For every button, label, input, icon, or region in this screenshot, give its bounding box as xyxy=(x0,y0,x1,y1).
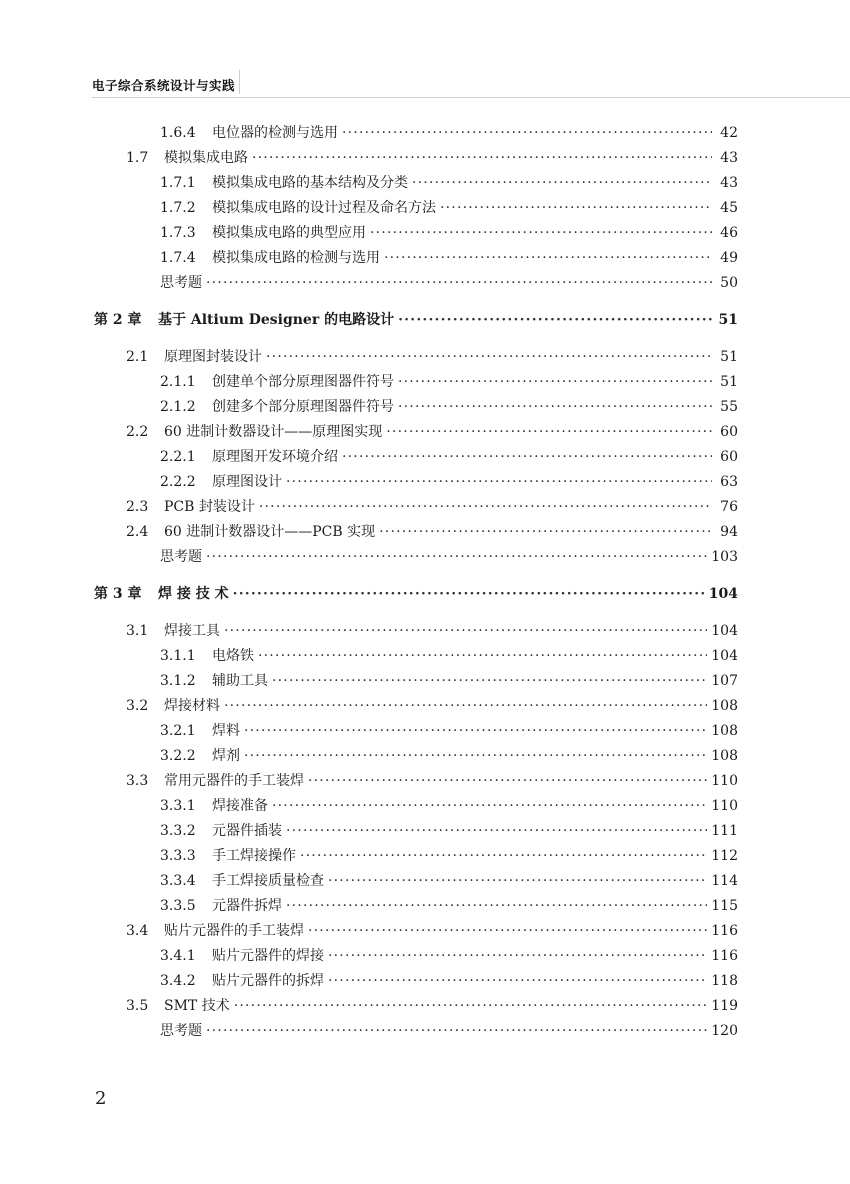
toc-section-entry[interactable] xyxy=(0,420,850,445)
toc-subsection-entry[interactable] xyxy=(0,794,850,819)
toc-entry-page: 60 xyxy=(720,424,738,440)
toc-subsection-entry[interactable] xyxy=(0,894,850,919)
running-header xyxy=(92,68,850,98)
toc-subsection-entry[interactable] xyxy=(0,271,850,296)
toc-entry-title: 元器件插装 xyxy=(212,823,282,839)
toc-entry-title: 思考题 xyxy=(160,1023,202,1039)
toc-subsection-entry[interactable] xyxy=(0,470,850,495)
toc-subsection-entry[interactable] xyxy=(0,445,850,470)
toc-entry-page: 111 xyxy=(711,823,738,839)
toc-leader-dots xyxy=(384,246,712,271)
toc-subsection-entry[interactable] xyxy=(0,944,850,969)
toc-entry-page: 114 xyxy=(711,873,738,889)
toc-subsection-entry[interactable] xyxy=(0,669,850,694)
toc-entry-page: 112 xyxy=(711,848,738,864)
toc-leader-dots xyxy=(286,819,707,844)
toc-section-entry[interactable] xyxy=(0,694,850,719)
toc-subsection-entry[interactable] xyxy=(0,644,850,669)
toc-entry-title: 模拟集成电路 xyxy=(164,150,248,166)
toc-entry-page: 51 xyxy=(720,374,738,390)
toc-entry-page: 63 xyxy=(720,474,738,490)
toc-leader-dots xyxy=(308,769,707,794)
toc-entry-page: 76 xyxy=(720,499,738,515)
toc-leader-dots xyxy=(258,644,707,669)
toc-entry-page: 118 xyxy=(711,973,738,989)
toc-entry-number: 3.3.2 xyxy=(160,823,196,839)
toc-section-entry[interactable] xyxy=(0,769,850,794)
toc-leader-dots xyxy=(398,395,712,420)
toc-subsection-entry[interactable] xyxy=(0,869,850,894)
toc-entry-number: 2.2.2 xyxy=(160,474,196,490)
toc-entry-number: 3.3.3 xyxy=(160,848,196,864)
toc-subsection-entry[interactable] xyxy=(0,819,850,844)
toc-leader-dots xyxy=(252,146,712,171)
toc-entry-number: 3.4.1 xyxy=(160,948,196,964)
toc-entry-number: 3.1 xyxy=(126,623,149,639)
toc-entry-title: 模拟集成电路的检测与选用 xyxy=(212,250,380,266)
toc-leader-dots xyxy=(259,495,712,520)
toc-entry-page: 120 xyxy=(711,1023,738,1039)
toc-subsection-entry[interactable] xyxy=(0,246,850,271)
toc-entry-number: 2.3 xyxy=(126,499,149,515)
toc-entry-title: 手工焊接质量检查 xyxy=(212,873,324,889)
toc-entry-page: 45 xyxy=(720,200,738,216)
toc-entry-title: 元器件拆焊 xyxy=(212,898,282,914)
toc-leader-dots xyxy=(440,196,712,221)
toc-entry-page: 116 xyxy=(711,923,738,939)
toc-entry-title: 原理图设计 xyxy=(212,474,282,490)
toc-subsection-entry[interactable] xyxy=(0,744,850,769)
toc-chapter-entry[interactable] xyxy=(0,308,850,333)
toc-entry-title: 焊料 xyxy=(212,723,240,739)
toc-entry-page: 104 xyxy=(711,623,738,639)
toc-entry-title: 模拟集成电路的典型应用 xyxy=(212,225,366,241)
toc-entry-number: 3.5 xyxy=(126,998,149,1014)
toc-leader-dots xyxy=(342,445,712,470)
toc-entry-title: 焊 接 技 术 xyxy=(158,586,229,602)
toc-entry-number: 3.3.5 xyxy=(160,898,196,914)
toc-subsection-entry[interactable] xyxy=(0,196,850,221)
toc-entry-page: 104 xyxy=(708,586,738,602)
toc-entry-title: 贴片元器件的焊接 xyxy=(212,948,324,964)
toc-entry-title: PCB 封装设计 xyxy=(164,499,255,515)
toc-leader-dots xyxy=(342,121,712,146)
toc-leader-dots xyxy=(386,420,712,445)
toc-entry-number: 2.1.2 xyxy=(160,399,196,415)
toc-leader-dots xyxy=(412,171,712,196)
toc-section-entry[interactable] xyxy=(0,619,850,644)
toc-entry-title: 基于 Altium Designer 的电路设计 xyxy=(158,312,395,328)
toc-leader-dots xyxy=(370,221,712,246)
toc-leader-dots xyxy=(224,619,707,644)
toc-entry-title: 模拟集成电路的设计过程及命名方法 xyxy=(212,200,436,216)
toc-subsection-entry[interactable] xyxy=(0,121,850,146)
toc-leader-dots xyxy=(266,345,712,370)
toc-entry-page: 43 xyxy=(720,175,738,191)
toc-entry-title: 60 进制计数器设计——原理图实现 xyxy=(164,424,383,440)
toc-section-entry[interactable] xyxy=(0,146,850,171)
toc-entry-number: 2.1 xyxy=(126,349,149,365)
toc-subsection-entry[interactable] xyxy=(0,171,850,196)
toc-entry-number: 3.2.1 xyxy=(160,723,196,739)
toc-entry-number: 3.3.4 xyxy=(160,873,196,889)
toc-entry-title: 原理图开发环境介绍 xyxy=(212,449,338,465)
toc-leader-dots xyxy=(398,370,712,395)
toc-entry-title: SMT 技术 xyxy=(164,998,230,1014)
toc-entry-number: 1.6.4 xyxy=(160,125,196,141)
toc-entry-title: 模拟集成电路的基本结构及分类 xyxy=(212,175,408,191)
toc-entry-number: 1.7.2 xyxy=(160,200,196,216)
toc-entry-number: 3.2 xyxy=(126,698,149,714)
toc-entry-page: 104 xyxy=(711,648,738,664)
toc-entry-number: 3.3.1 xyxy=(160,798,196,814)
toc-entry-number: 第 2 章 xyxy=(94,312,142,328)
toc-entry-title: 常用元器件的手工装焊 xyxy=(164,773,304,789)
toc-leader-dots xyxy=(233,582,705,607)
toc-entry-number: 1.7.4 xyxy=(160,250,196,266)
toc-leader-dots xyxy=(234,994,708,1019)
toc-entry-number: 2.2.1 xyxy=(160,449,196,465)
toc-entry-page: 50 xyxy=(720,275,738,291)
toc-section-entry[interactable] xyxy=(0,520,850,545)
toc-entry-page: 116 xyxy=(711,948,738,964)
toc-entry-page: 51 xyxy=(720,349,738,365)
toc-leader-dots xyxy=(379,520,712,545)
toc-entry-title: 焊接准备 xyxy=(212,798,268,814)
toc-entry-title: 焊剂 xyxy=(212,748,240,764)
toc-leader-dots xyxy=(300,844,707,869)
toc-entry-title: 思考题 xyxy=(160,549,202,565)
toc-entry-number: 3.2.2 xyxy=(160,748,196,764)
toc-entry-title: 思考题 xyxy=(160,275,202,291)
toc-chapter-entry[interactable] xyxy=(0,582,850,607)
toc-entry-number: 3.4 xyxy=(126,923,149,939)
toc-entry-title: 贴片元器件的手工装焊 xyxy=(164,923,304,939)
toc-leader-dots xyxy=(224,694,707,719)
page-number: 2 xyxy=(95,1088,107,1109)
toc-entry-title: 焊接材料 xyxy=(164,698,220,714)
toc-subsection-entry[interactable] xyxy=(0,969,850,994)
toc-section-entry[interactable] xyxy=(0,495,850,520)
header-rule xyxy=(92,97,850,98)
toc-leader-dots xyxy=(206,271,712,296)
toc-leader-dots xyxy=(206,1019,707,1044)
toc-entry-number: 3.4.2 xyxy=(160,973,196,989)
toc-leader-dots xyxy=(272,794,707,819)
toc-subsection-entry[interactable] xyxy=(0,370,850,395)
book-title: 电子综合系统设计与实践 xyxy=(92,78,236,93)
toc-entry-number: 3.3 xyxy=(126,773,149,789)
toc-subsection-entry[interactable] xyxy=(0,395,850,420)
toc-entry-page: 108 xyxy=(711,698,738,714)
toc-entry-title: 电烙铁 xyxy=(212,648,254,664)
toc-section-entry[interactable] xyxy=(0,919,850,944)
toc-entry-number: 2.4 xyxy=(126,524,149,540)
toc-entry-number: 2.2 xyxy=(126,424,149,440)
toc-section-entry[interactable] xyxy=(0,994,850,1019)
toc-leader-dots xyxy=(308,919,707,944)
toc-leader-dots xyxy=(328,944,707,969)
toc-entry-page: 60 xyxy=(720,449,738,465)
toc-leader-dots xyxy=(206,545,707,570)
toc-entry-page: 46 xyxy=(720,225,738,241)
toc-entry-title: 焊接工具 xyxy=(164,623,220,639)
toc-entry-page: 94 xyxy=(720,524,738,540)
toc-subsection-entry[interactable] xyxy=(0,719,850,744)
toc-leader-dots xyxy=(244,719,707,744)
toc-entry-page: 43 xyxy=(720,150,738,166)
toc-section-entry[interactable] xyxy=(0,345,850,370)
toc-leader-dots xyxy=(272,669,707,694)
toc-entry-page: 108 xyxy=(711,748,738,764)
toc-entry-page: 55 xyxy=(720,399,738,415)
toc-entry-page: 49 xyxy=(720,250,738,266)
toc-leader-dots xyxy=(286,894,707,919)
toc-entry-number: 第 3 章 xyxy=(94,586,142,602)
toc-subsection-entry[interactable] xyxy=(0,1019,850,1044)
toc-entry-title: 辅助工具 xyxy=(212,673,268,689)
toc-entry-page: 42 xyxy=(720,125,738,141)
toc-entry-page: 115 xyxy=(711,898,738,914)
toc-entry-title: 60 进制计数器设计——PCB 实现 xyxy=(164,524,376,540)
toc-subsection-entry[interactable] xyxy=(0,221,850,246)
toc-entry-page: 51 xyxy=(718,312,738,328)
toc-entry-title: 创建单个部分原理图器件符号 xyxy=(212,374,394,390)
toc-entry-title: 贴片元器件的拆焊 xyxy=(212,973,324,989)
toc-entry-number: 3.1.2 xyxy=(160,673,196,689)
toc-leader-dots xyxy=(244,744,707,769)
toc-leader-dots xyxy=(328,869,707,894)
toc-leader-dots xyxy=(286,470,712,495)
toc-entry-number: 1.7.3 xyxy=(160,225,196,241)
header-divider-tick xyxy=(239,70,240,94)
toc-subsection-entry[interactable] xyxy=(0,844,850,869)
toc-entry-title: 原理图封装设计 xyxy=(164,349,262,365)
toc-entry-page: 107 xyxy=(711,673,738,689)
toc-entry-title: 手工焊接操作 xyxy=(212,848,296,864)
toc-entry-page: 110 xyxy=(711,773,738,789)
toc-entry-page: 103 xyxy=(711,549,738,565)
toc-entry-number: 2.1.1 xyxy=(160,374,196,390)
toc-entry-page: 119 xyxy=(711,998,738,1014)
toc-entry-number: 1.7 xyxy=(126,150,149,166)
toc-entry-page: 110 xyxy=(711,798,738,814)
toc-entry-page: 108 xyxy=(711,723,738,739)
toc-entry-number: 1.7.1 xyxy=(160,175,196,191)
toc-entry-title: 创建多个部分原理图器件符号 xyxy=(212,399,394,415)
toc-entry-number: 3.1.1 xyxy=(160,648,196,664)
toc-leader-dots xyxy=(328,969,707,994)
toc-entry-title: 电位器的检测与选用 xyxy=(212,125,338,141)
toc-subsection-entry[interactable] xyxy=(0,545,850,570)
toc-leader-dots xyxy=(398,308,712,333)
